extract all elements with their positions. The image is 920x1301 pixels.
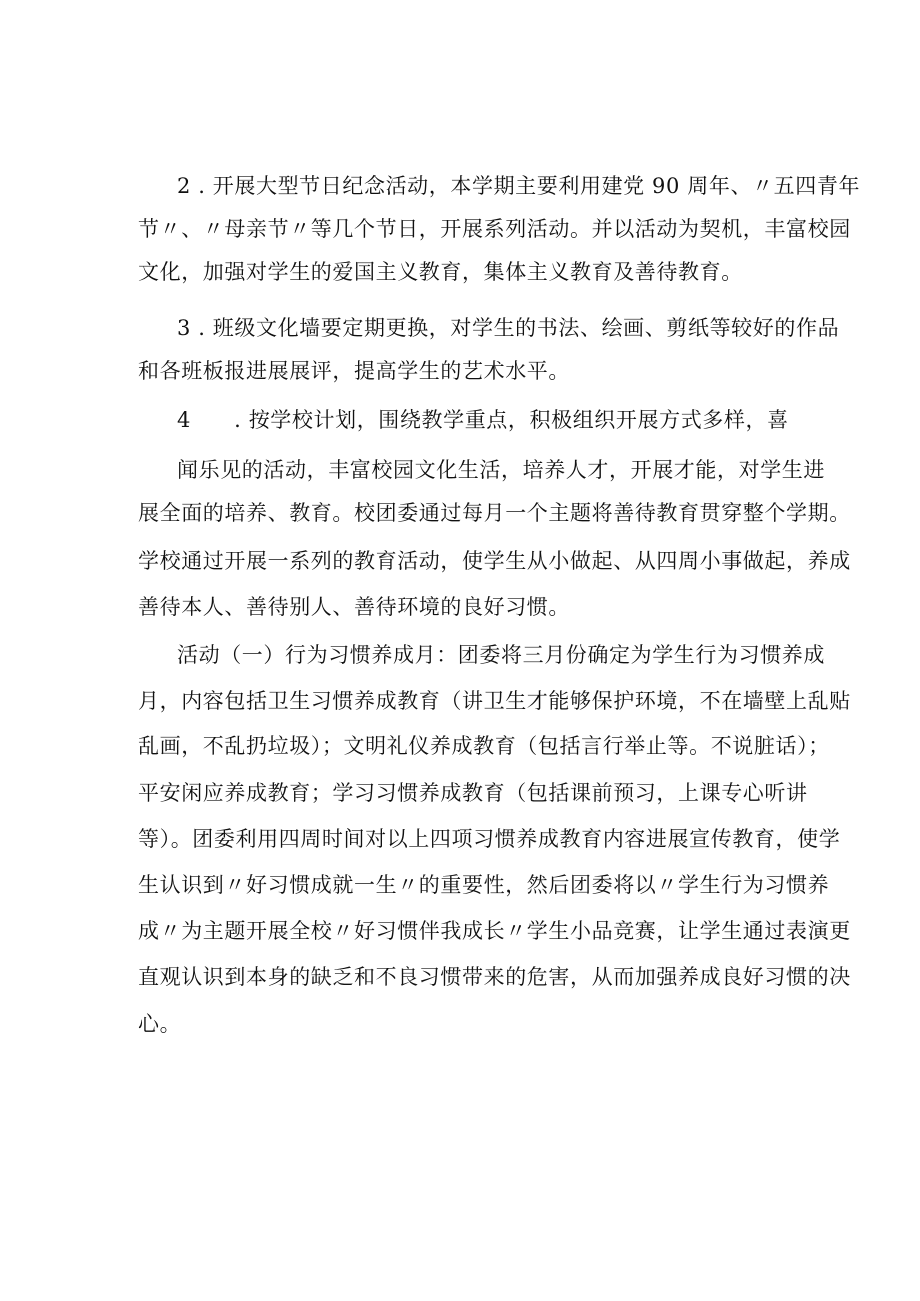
- text-line: 心。: [138, 1012, 182, 1036]
- text-line: 学校通过开展一系列的教育活动，使学生从小做起、从四周小事做起，养成: [138, 549, 851, 573]
- text-line: 闻乐见的活动，丰富校园文化生活，培养人才，开展才能，对学生进: [177, 458, 825, 482]
- text-line: 节〃、〃母亲节〃等几个节日，开展系列活动。并以活动为契机，丰富校园: [138, 217, 851, 241]
- text-line: 平安闲应养成教育；学习习惯养成教育（包括课前预习，上课专心听讲: [138, 781, 808, 805]
- text-line: 4 . 按学校计划，围绕教学重点，积极组织开展方式多样，喜: [177, 408, 789, 432]
- text-line: 善待本人、善待别人、善待环境的良好习惯。: [138, 595, 570, 619]
- text-line: 生认识到〃好习惯成就一生〃的重要性，然后团委将以〃学生行为习惯养: [138, 873, 830, 897]
- text-line: 2 . 开展大型节日纪念活动，本学期主要利用建党 90 周年、〃五四青年: [177, 174, 861, 198]
- text-line: 成〃为主题开展全校〃好习惯伴我成长〃学生小品竞赛，让学生通过表演更: [138, 919, 851, 943]
- text-line: 等）。团委利用四周时间对以上四项习惯养成教育内容进展宣传教育，使学: [138, 827, 841, 851]
- text-line: 乱画，不乱扔垃圾）；文明礼仪养成教育（包括言行举止等。不说脏话）；: [138, 734, 830, 758]
- text-line: 3 . 班级文化墙要定期更换，对学生的书法、绘画、剪纸等较好的作品: [177, 316, 840, 340]
- text-line: 月，内容包括卫生习惯养成教育（讲卫生才能够保护环境，不在墙壁上乱贴: [138, 689, 851, 713]
- text-line: 直观认识到本身的缺乏和不良习惯带来的危害，从而加强养成良好习惯的决: [138, 965, 851, 989]
- text-line: 展全面的培养、教育。校团委通过每月一个主题将善待教育贯穿整个学期。: [138, 501, 851, 525]
- text-line: 和各班板报进展展评，提高学生的艺术水平。: [138, 359, 570, 383]
- text-line: 文化，加强对学生的爱国主义教育，集体主义教育及善待教育。: [138, 260, 743, 284]
- text-line: 活动（一）行为习惯养成月：团委将三月份确定为学生行为习惯养成: [177, 643, 825, 667]
